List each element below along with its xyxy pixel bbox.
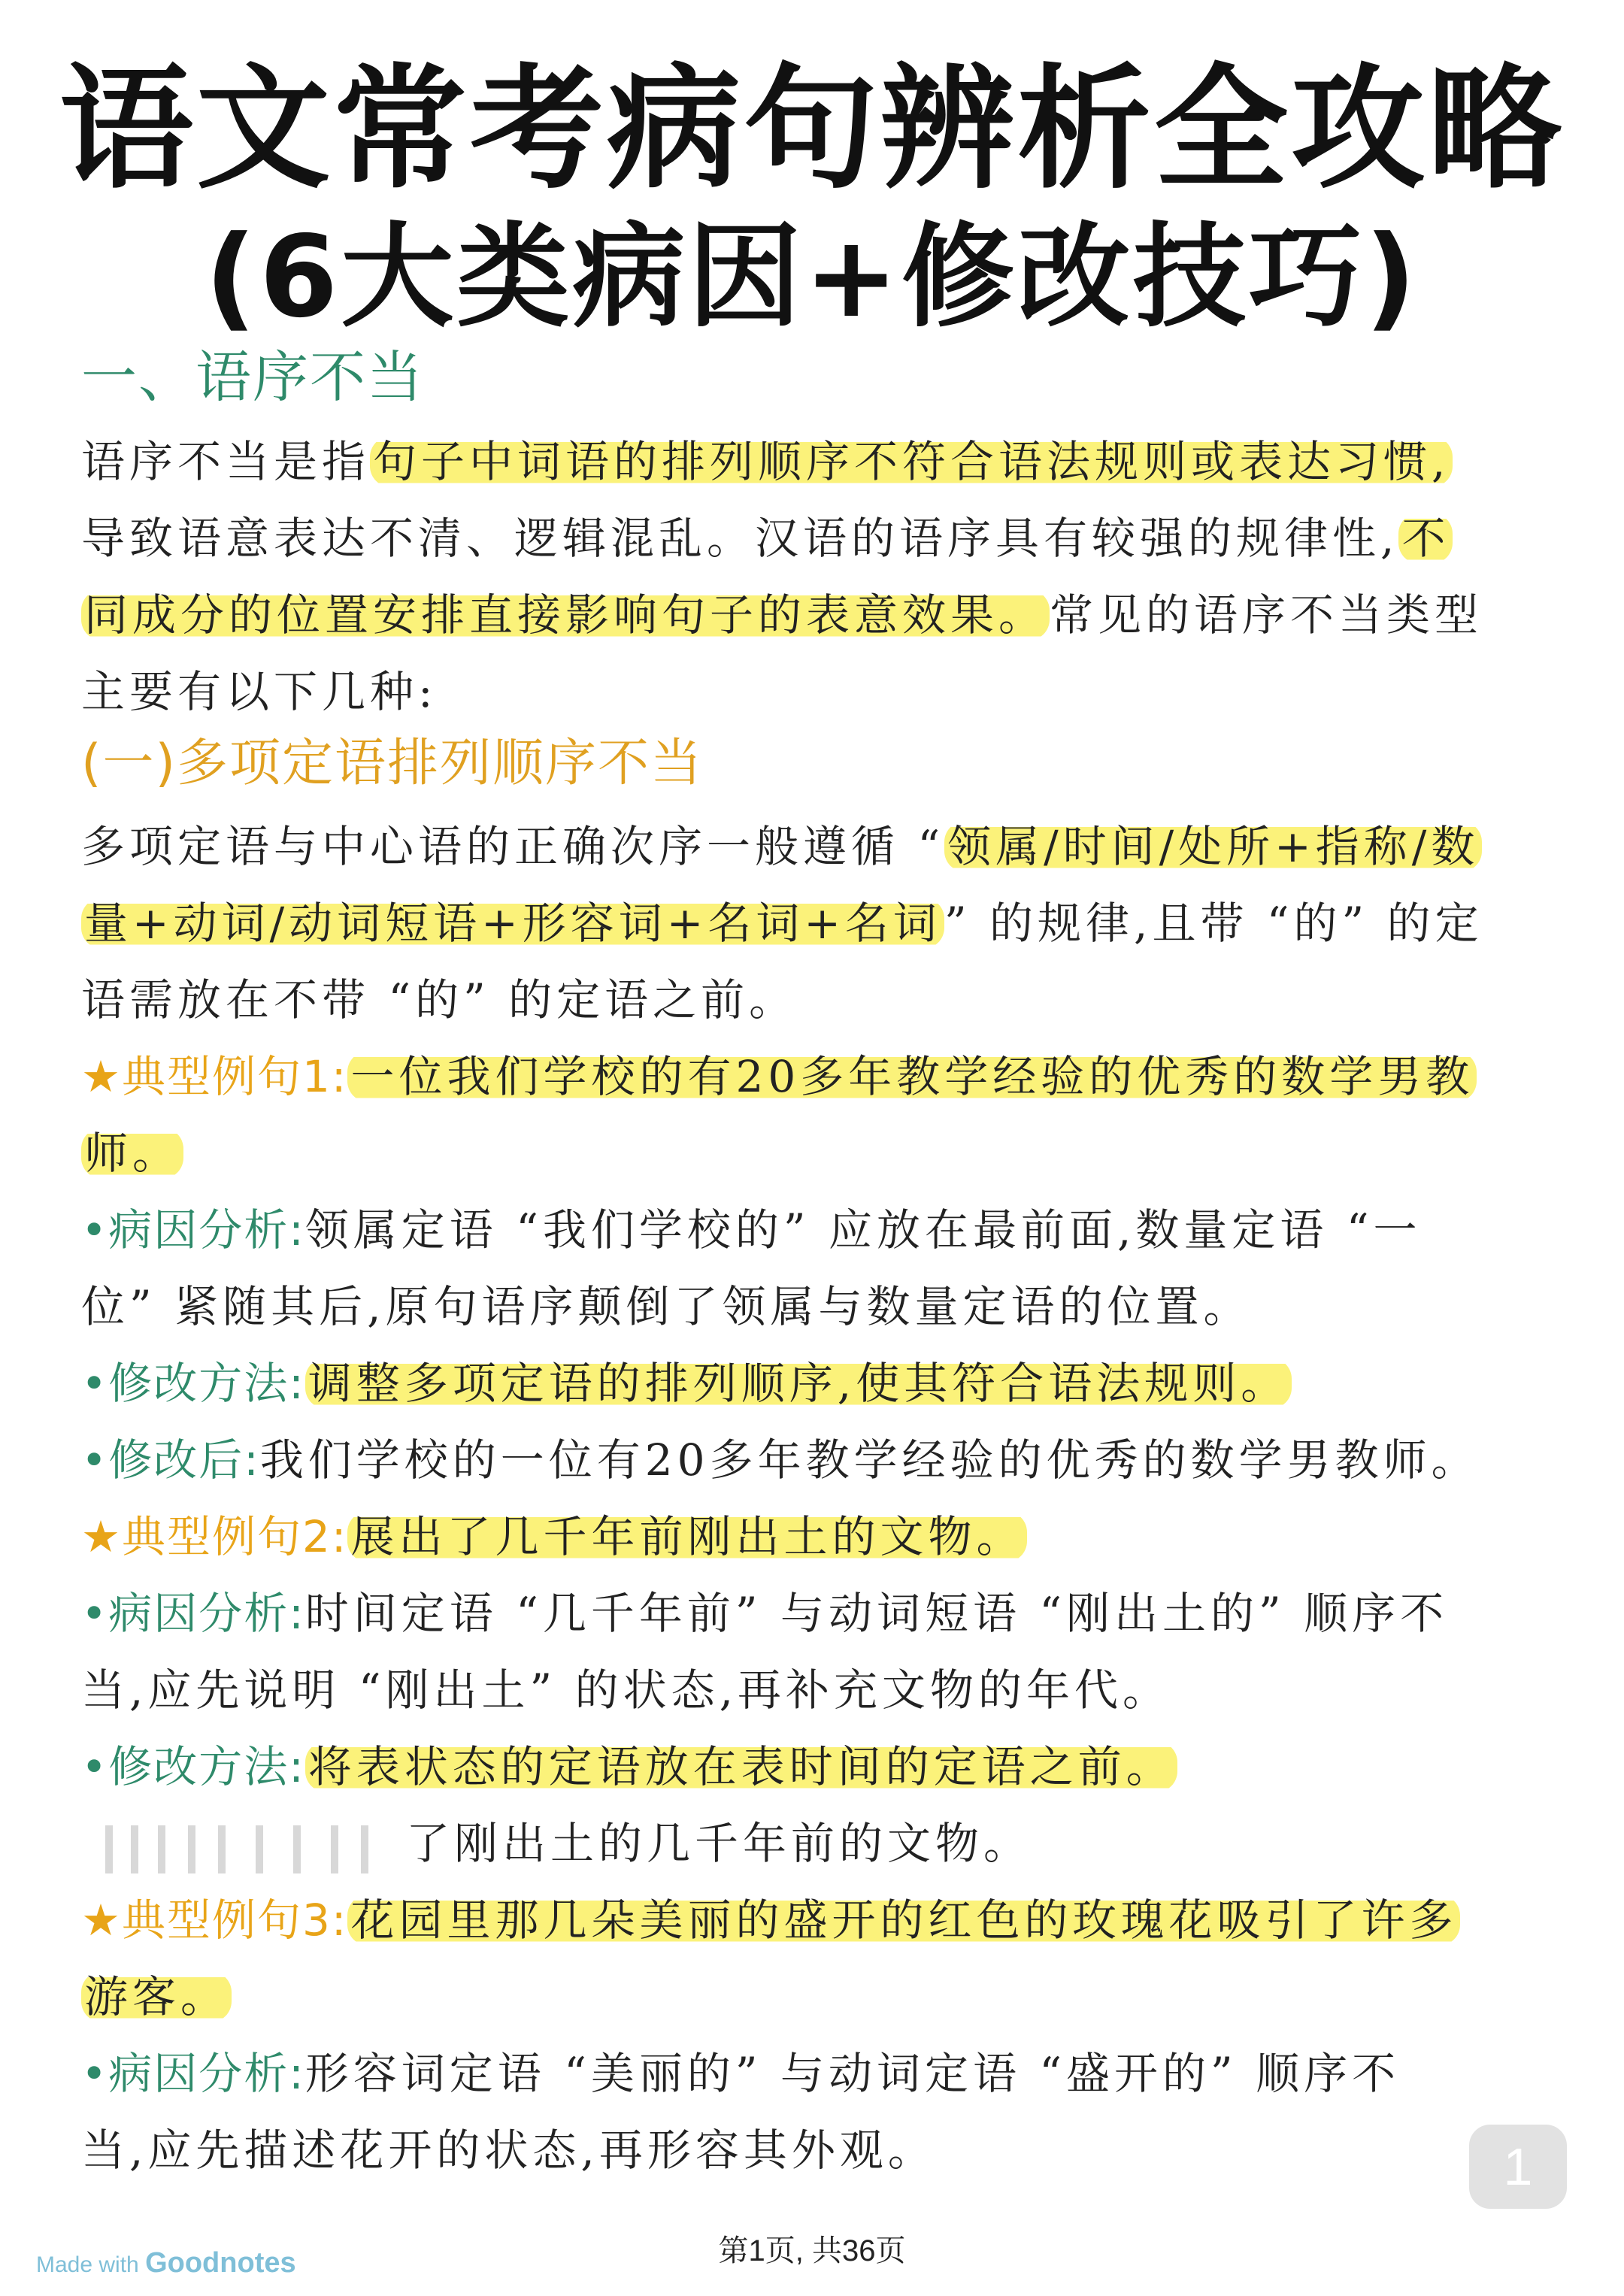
text-span: 当,应先描述花开的状态,再形容其外观。 — [81, 2125, 936, 2176]
analysis-1-cont — [81, 1271, 1252, 1343]
analysis-label: •病因分析: — [81, 2048, 305, 2099]
text-span: 多项定语与中心语的正确次序一般遵循 “ — [81, 821, 945, 872]
text-span: 位” 紧随其后,原句语序颠倒了领属与数量定语的位置。 — [81, 1281, 1252, 1332]
highlighted-text: 调整多项定语的排列顺序,使其符合语法规则。 — [305, 1358, 1292, 1409]
intro-line — [81, 579, 1483, 651]
text-span: 导致语意表达不清、逻辑混乱。汉语的语序具有较强的规律性, — [81, 513, 1399, 564]
text-span: 领属定语 “我们学校的” 应放在最前面,数量定语 “一 — [304, 1204, 1422, 1256]
highlighted-text: 将表状态的定语放在表时间的定语之前。 — [305, 1741, 1177, 1792]
analysis-3 — [81, 2037, 1400, 2110]
subsection-heading: (一)多项定语排列顺序不当 — [81, 734, 704, 793]
section-heading: 一、语序不当 — [81, 345, 424, 410]
method-1 — [81, 1347, 1292, 1419]
highlighted-text: 一位我们学校的有20多年教学经验的优秀的数学男教 — [347, 1051, 1477, 1102]
analysis-2 — [81, 1577, 1448, 1649]
example-3 — [81, 1884, 1460, 1956]
rule-line — [81, 887, 1483, 959]
text-span: 语需放在不带 “的” 的定语之前。 — [81, 974, 798, 1025]
text-span: 时间定语 “几千年前” 与动词短语 “刚出土的” 顺序不 — [304, 1588, 1449, 1639]
method-label: •修改方法: — [81, 1358, 305, 1409]
page-indicator: 第1页, 共36页 — [718, 2234, 906, 2267]
text-span: 常见的语序不当类型 — [1050, 589, 1483, 641]
highlighted-text: 展出了几千年前刚出土的文物。 — [347, 1511, 1027, 1562]
example-1-cont — [81, 1117, 183, 1189]
analysis-1 — [81, 1194, 1421, 1266]
highlighted-text: 游客。 — [81, 1971, 232, 2022]
star-label: ★典型例句2: — [81, 1511, 348, 1562]
highlighted-text: 句子中词语的排列顺序不符合语法规则或表达习惯, — [370, 436, 1453, 487]
method-2 — [81, 1731, 1177, 1803]
analysis-3-cont — [81, 2114, 936, 2186]
brand-logo: Goodnotes — [145, 2247, 296, 2279]
page-number-badge[interactable]: 1 — [1469, 2125, 1567, 2209]
rule-line — [81, 810, 1482, 883]
text-span: 形容词定语 “美丽的” 与动词定语 “盛开的” 顺序不 — [304, 2048, 1401, 2099]
example-1 — [81, 1040, 1477, 1113]
intro-line — [81, 426, 1453, 498]
rule-line — [81, 964, 797, 1036]
after-2 — [406, 1807, 1032, 1880]
highlighted-text: 同成分的位置安排直接影响句子的表意效果。 — [81, 589, 1050, 641]
analysis-2-cont — [81, 1654, 1171, 1726]
highlighted-text: 领属/时间/处所+指称/数 — [944, 821, 1482, 872]
star-label: ★典型例句1: — [81, 1051, 348, 1102]
after-label: •修改后: — [81, 1434, 260, 1486]
after-1 — [81, 1424, 1480, 1496]
made-with-text: Made with — [36, 2252, 139, 2277]
example-2 — [81, 1501, 1027, 1573]
method-label: •修改方法: — [81, 1741, 305, 1792]
text-span: 了刚出土的几千年前的文物。 — [406, 1818, 1032, 1869]
intro-line — [81, 502, 1453, 574]
text-span: 语序不当是指 — [81, 436, 371, 487]
highlighted-text: 量+动词/动词短语+形容词+名词+名词 — [81, 898, 944, 949]
highlighted-text: 花园里那几朵美丽的盛开的红色的玫瑰花吸引了许多 — [347, 1895, 1460, 1946]
text-span: ” 的规律,且带 “的” 的定 — [944, 898, 1483, 949]
redacted-area — [105, 1819, 376, 1880]
highlighted-text: 师。 — [81, 1128, 183, 1179]
page-subtitle: (6大类病因+修改技巧) — [205, 212, 1419, 343]
example-3-cont — [81, 1961, 232, 2033]
analysis-label: •病因分析: — [81, 1588, 305, 1639]
analysis-label: •病因分析: — [81, 1204, 305, 1256]
highlighted-text: 不 — [1398, 513, 1453, 564]
page-title: 语文常考病句辨析全攻略 — [59, 51, 1565, 207]
text-span: 我们学校的一位有20多年教学经验的优秀的数学男教师。 — [259, 1434, 1480, 1486]
intro-line — [81, 656, 438, 728]
text-span: 主要有以下几种: — [81, 666, 438, 717]
text-span: 当,应先说明 “刚出土” 的状态,再补充文物的年代。 — [81, 1664, 1171, 1716]
star-label: ★典型例句3: — [81, 1895, 348, 1946]
